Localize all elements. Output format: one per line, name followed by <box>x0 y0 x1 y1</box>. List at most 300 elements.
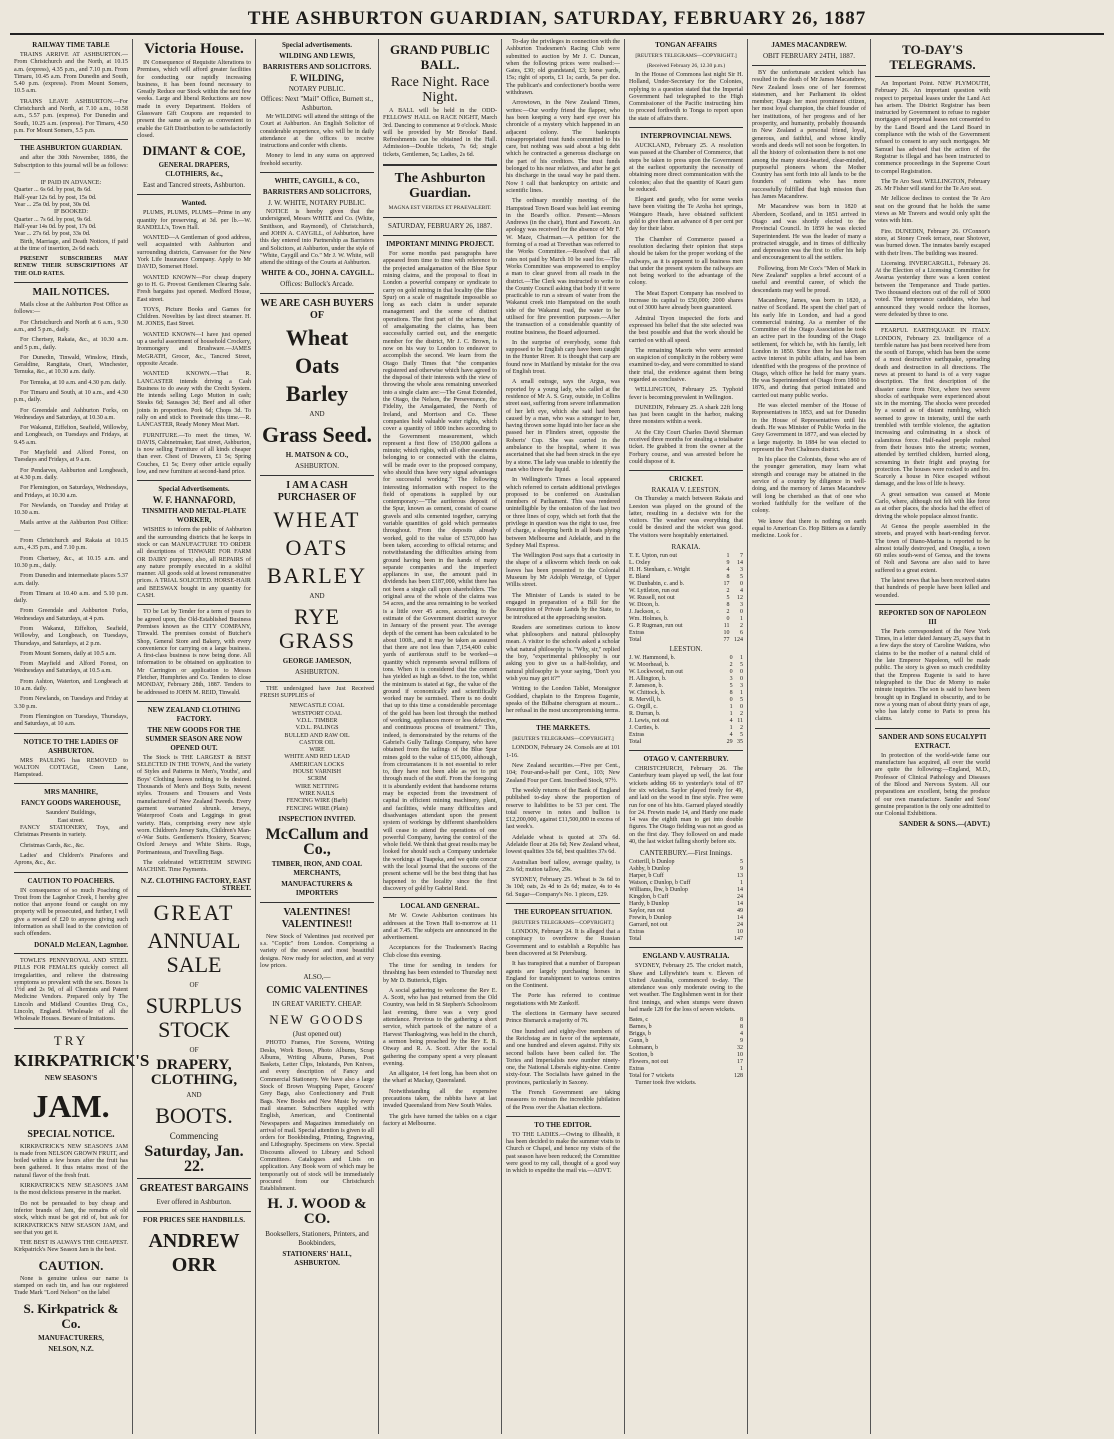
rakaia-row <box>629 637 743 644</box>
mail-line: From Wakanui, Eiffelton, Seafield, Willowby, and Longbeach, on Tuesdays, Thursdays, and Saturdays, at 2 p.m. <box>14 626 128 647</box>
andrew-orr: ANDREW ORR <box>148 1230 240 1277</box>
comic-valentines: COMIC VALENTINES <box>266 985 368 997</box>
leeston-score-cell: 35 <box>737 739 743 746</box>
news-paragraph: The ordinary monthly meeting of the Hampstead Town Board was held last evening in the Board's office. Present:—Messrs Andrews (in the chair), Hunt and Fawcett. An apology was received for the absence of Mr F. W. Maze, Chairman.—A petition for the forming of a road at Trevethan was referred to the Works Committee.—Resolved that all rates not paid by March 10 be sued for.—The Works Committee was empowered to employ a man to clear gravel from all roads in the district.—The Clerk was instructed to write to the County Council asking that body if it were practicable to run a stream of water from the Wakanui creek into Hampstead on the south side of the Wakanui road, the water to be utilised for fire prevention purposes.—After the transaction of a considerable quantity of routine business, the Board adjourned. <box>506 198 620 336</box>
new-goods: NEW GOODS <box>269 1012 365 1028</box>
supply-item: AMERICAN LOCKS <box>289 761 344 768</box>
cash-purchaser: I AM A CASH PURCHASER OF <box>277 479 357 503</box>
europe-title: THE EUROPEAN SITUATION. <box>513 908 613 917</box>
canterbury-name-cell: Watson, c Dunlop, b Cuff <box>629 880 691 887</box>
leeston-name-cell: H. Allington, b. <box>629 676 667 683</box>
inter-paragraph: The remaining Maoris who were arrested on suspicion of complicity in the robbery were examined to-day, and were committed to stand their trial, the evidence against them being regarded as conclusive. <box>629 347 743 383</box>
column-3 <box>256 39 379 1434</box>
drapery: DRAPERY, CLOTHING, <box>150 1057 238 1089</box>
kp-best: THE BEST IS ALWAYS THE CHEAPEST. Kirkpatrick's New Season Jam is the best. <box>14 1240 128 1254</box>
telegram-item: Fire. DUNEDIN, February 26. O'Connor's store, at Stoney Creek terrace, near Shotover, was burned down. The inmates barely escaped with their lives. The building was insured. <box>875 228 990 257</box>
rakaia-name-cell: W. Russell, not out <box>629 595 675 602</box>
jameson-place: ASHBURTON. <box>295 667 339 676</box>
canterbury-score-cell: 13 <box>737 873 743 880</box>
supply-item: HOUSE VARNISH <box>292 769 342 776</box>
caution-title: CAUTION TO POACHERS. <box>27 876 115 885</box>
england-name-cell: Flowers, not out <box>629 1059 669 1066</box>
telegram-item: FEARFUL EARTHQUAKE IN ITALY. LONDON, February 23. Intelligence of a terrible nature has just been received here from the south of Europe, which has been the scene of a most destructive earthquake, spreading death and destruction in all directions. The news at present to hand is of a very vague description. The first description of the disaster came from Nice, where two severe shocks of earthquake were experienced about six in the morning. The shocks were preceded by a sound as of distant rumbling, which seemed to grow in intensity, until the earth trembled with terrible violence, the agitation increasing and culminating in a shock of calamitous force. Half-naked people rushed from their houses into the streets; women, attended by terrified children, hurried along, screaming in their fright and praying for protection. The houses were rocked to and fro. Scarcely a house in Nice escaped without damage, and the loss of life is heavy. <box>875 328 990 488</box>
news-paragraph: Writing to the London Tablet, Monsignor Goddard, chaplain to the Empress Eugenie, speaks of the Bilbaine cherogram at mourn... her refusal in the most uncompromising terms. <box>506 686 620 715</box>
england-row <box>629 1024 743 1031</box>
inter-paragraph: The Meat Export Company has resolved to increase its capital to £50,000; 2000 shares out of 3000 have already been guaranteed. <box>629 290 743 312</box>
leeston-score-cell: 0 <box>729 697 733 704</box>
europe-sub: [REUTER'S TELEGRAMS—COPYRIGHT.] <box>512 920 614 927</box>
leeston-row <box>629 732 743 739</box>
comic-sub: IN GREAT VARIETY. CHEAP. <box>272 1000 362 1009</box>
rakaia-score-cell: 124 <box>734 637 743 644</box>
mail-line: For Greendale and Ashburton Forks, on Wednesdays and Saturdays, at 10.30 a.m. <box>14 407 128 421</box>
rakaia-row <box>629 581 743 588</box>
mail-line: For Mayfield and Alford Forest, on Tuesdays and Fridays, at 9 a.m. <box>14 450 128 464</box>
mac-paragraph: Mr Macandrew was born in 1820 at Aberdeen, Scotland, and in 1851 arrived in Otago and was shortly elected to the Provincial Council. In 1859 he was elected Superintendent. He was the leader of many a protracted struggle, and in times of difficulty and depression was the first to offer his help and encouragement to all the settlers. <box>752 204 866 262</box>
paper-title: The Ashburton Guardian. <box>394 171 486 202</box>
mail-line: From Newlands, on Tuesdays and Friday at 3.30 p.m. <box>14 696 128 710</box>
rakaia-name-cell: W. Dixon, b. <box>629 602 660 609</box>
wanted-item: WANTED KNOWN.—That R. LANCASTER intends driving a Cash Business to do away with the Credit System. He intends selling Lego Mutton in cash; Steaks 6d; Sausages 3d; Beef and all other joints in proportion. Pork 6d; Chops 3d. To rally on and stick to Freetrade this time.—R. LANCASTER, Ready Money Meat Mart. <box>137 371 251 429</box>
dimant-name: DIMANT & COE, <box>142 143 246 159</box>
column-5 <box>502 39 625 1434</box>
leeston-name-cell: Extras <box>629 732 645 739</box>
manhire-line: Saunders' Buildings, <box>45 810 97 817</box>
rakaia-score-cell: 5 <box>726 595 730 602</box>
canterbury-row <box>629 929 743 936</box>
victoria-title: Victoria House. <box>144 41 244 57</box>
rakaia-score-cell: 12 <box>737 595 743 602</box>
wertheim-text: The celebrated WERTHEIM SEWING MACHINE. Time Payments. <box>137 860 251 874</box>
guardian-line: Quarter ... 7s 6d. by post, 9s 6d. <box>14 216 92 223</box>
leeston-score-cell: 5 <box>740 732 743 739</box>
special-title: Special advertisements. <box>282 41 352 49</box>
sander-signature: SANDER & SONS.—(ADVT.) <box>899 820 990 829</box>
guardian-line: Year ... 27s 6d. by post, 33s 0d. <box>14 231 91 238</box>
mail-line: From Flemington on Tuesdays, Thursdays, and Saturdays, at 10 a.m. <box>14 713 128 728</box>
markets-paragraph: The weekly returns of the Bank of England published to-day show the proportion of reserve to liabilities to be 53 per cent. The total reserve in notes and bullion is £12,200,000, against £11,500,000 in excess of last week's. <box>506 787 620 831</box>
leeston-score-cell: 4 <box>729 732 733 739</box>
news-paragraph: Arrowtown, in the New Zealand Times, writes:—Our worthy friend the flapper, who has been keeping a very hard eye over his chronicle of a mystery which happened in an adjacent colony. The bankrupts misappropriated trust funds committed to his care, but nothing was said about a big debt which he contracted a generous discharge on the part of his creditors. The trust funds belonged to his near relatives, and after he got his discharge in the usual way he paid them. Now I call that bankruptcy on artistic and scientific lines. <box>506 100 620 194</box>
local-paragraph: Acceptances for the Tradesmen's Racing Club close this evening. <box>383 945 497 959</box>
leeston-score-cell: 4 <box>729 718 733 725</box>
supply-item: WIRE NAILS <box>299 790 335 797</box>
let-text: TO be Let by Tender for a term of years to be agreed upon, the Old-Established Business Premises known as the CITY COMPANY, Tinwald. The premises consist of Butcher's Shop, General Store and Bakery, with every convenience for carrying on a large business. A first-class business is now being done. All information to be obtained on application to Mr Carrington or application to Messrs Fletcher, Humphries and Co. Tenders to close MONDAY, February 28th, 1887. Tenders to be addressed to JOHN M. REID, Tinwald. <box>137 609 251 696</box>
rakaia-scores <box>629 553 743 644</box>
wilding-name: F. WILDING, <box>290 73 344 83</box>
leader-title: IMPORTANT MINING PROJECT. <box>386 240 494 249</box>
column-7 <box>748 39 871 1434</box>
column-8 <box>871 39 994 1434</box>
notice-title: NOTICE TO THE LADIES OF ASHBURTON. <box>23 737 119 755</box>
europe-paragraph: The elections in Germany have secured Prince Bismarck a majority of 76. <box>506 1011 620 1025</box>
tongan-date: (Received February 26, 12.30 p.m.) <box>646 63 726 69</box>
nzclothing-sub: THE NEW GOODS FOR THE SUMMER SEASON ARE NOW OPENED OUT. <box>145 725 243 752</box>
leeston-score-cell: 1 <box>729 711 733 718</box>
rakaia-score-cell: 8 <box>726 602 730 609</box>
sander-title: SANDER AND SONS EUCALYPTI EXTRACT. <box>878 732 987 750</box>
england-score-cell: 9 <box>740 1038 743 1045</box>
tongan-sub: [REUTER'S TELEGRAMS—COPYRIGHT.] <box>635 53 737 59</box>
leeston-row <box>629 697 743 704</box>
england-row <box>629 1017 743 1024</box>
markets-paragraph: Adelaide wheat is quoted at 37s 6d. Adelaide flour at 26s 6d; New Zealand wheat, lowest qualities 33s 6d, best qualities 37s 6d. <box>506 834 620 856</box>
england-row <box>629 1045 743 1052</box>
leeston-row <box>629 711 743 718</box>
wilding-text: Mr WILDING will attend the sittings of the Court at Ashburton. An English Solicitor of considerable experience, who will be in daily attendance at the offices to receive instructions and confer with clients. <box>260 114 374 150</box>
rakaia-name-cell: W. Lyttleton, run out <box>629 588 679 595</box>
leeston-score-cell: 0 <box>740 676 743 683</box>
cricket-text: On Thursday a match between Rakaia and Leeston was played on the ground of the latter, resulting in a decisive win for the visitors. The weather was everything that could be desired and the wicket was good. The visitors were hospitably entertained. <box>629 496 743 539</box>
news-paragraph: In Wellington's Times a local appeared which referred to certain additional privileges proposed to be conferred on Australian members of Parliament. This was rendered unintelligible by the omission of the last two or three lines of copy, which set forth that the privilege in question was the right to use, free of charge, a sleeping berth in all boats plying between Melbourne and Adelaide, and in the Sydney Mail Express. <box>506 477 620 549</box>
supply-item: WESTPORT COAL <box>292 710 342 717</box>
europe-paragraph: It has transpired that a number of European agents are largely purchasing horses in England for transhipment to various centres on the Continent. <box>506 961 620 990</box>
guardian-line: Year ... 25s 0d. by post, 30s 0d. <box>14 202 91 209</box>
guardian-line: Birth, Marriage, and Death Notices, if paid at the time of insertion, 2s 6d each. <box>14 238 128 252</box>
leeston-score-cell: 0 <box>740 704 743 711</box>
and-2: AND <box>309 591 325 600</box>
tongan-title: TONGAN AFFAIRS <box>655 41 717 49</box>
mail-line: For Wakanui, Eiffelton, Seafield, Willowby, and Longbeach, on Tuesdays and Fridays, at 9.45 a.m. <box>14 425 128 446</box>
rakaia-score-cell: 77 <box>723 637 730 644</box>
rakaia-row <box>629 588 743 595</box>
rakaia-score-cell: 2 <box>726 609 730 616</box>
leeston-score-cell: 1 <box>740 655 743 662</box>
leeston-row <box>629 655 743 662</box>
rakaia-score-cell: 0 <box>740 609 743 616</box>
canterbury-name-cell: Harper, b Cuff <box>629 873 664 880</box>
cricket-title: CRICKET. <box>669 475 703 484</box>
england-score-cell: 32 <box>737 1045 743 1052</box>
victoria-text: IN Consequence of Requisite Alterations to Premises, which will afford greater facilities for conducting our rapidly increasing business, it has been found necessary to Greatly Reduce our Stock within the next few weeks. Large and liberal Reductions are now made in every Department. Holders of Glassware Gift Coupons are requested to present the same as early as convenient to enable the Gift Distribution to be satisfactorily closed. <box>137 60 251 139</box>
white-title: WHITE, CAYGILL, & CO., <box>274 177 360 186</box>
supply-item: FENCING WIRE (Plain) <box>286 805 348 812</box>
mail-list <box>14 302 128 729</box>
leeston-row <box>629 739 743 746</box>
leeston-score-cell: 3 <box>729 676 733 683</box>
kp-place: NELSON, N.Z. <box>48 1344 94 1353</box>
markets-paragraph: New Zealand securities.—Five per Cent., 104; Four-and-a-half per Cent., 103; New Zealand Four per Cent. Inscribed Stock, 97½. <box>506 763 620 784</box>
england-scores <box>629 1017 743 1080</box>
mail-line: Mails close at the Ashburton Post Office as follows:— <box>14 302 128 316</box>
kp-jam: JAM. <box>32 1087 110 1124</box>
paper-motto: MAGNA EST VERITAS ET PRAEVALEBIT. <box>388 205 492 212</box>
inter-paragraph: DUNEDIN, February 25. A shark 22ft long has just been caught in the harbor, making three monsters within a week. <box>629 404 743 426</box>
rakaia-label: RAKAIA. <box>671 543 701 552</box>
canterbury-score-cell: 1 <box>740 880 743 887</box>
rakaia-score-cell: 14 <box>737 560 743 567</box>
rakaia-name-cell: T. E. Upton, run out <box>629 553 678 560</box>
guardian-line: and after the 30th November, 1886, the Subscription to this journal will be as follows:— <box>14 155 128 176</box>
jameson-name: GEORGE JAMESON, <box>282 656 352 665</box>
mail-line: For Newlands, on Tuesday and Friday at 10.30 a.m. <box>14 502 128 517</box>
white-signature: WHITE & CO., JOHN A. CAYGILL. <box>261 269 374 278</box>
inter-paragraph: The Chamber of Commerce passed a resolution declaring their opinion that steps should be taken for the proper working of the railways, as it is apparent to all business men that under the present system the railways are not being worked to the advantage of the colony. <box>629 236 743 287</box>
canterbury-row <box>629 936 743 943</box>
commencing: Commencing <box>169 1131 219 1142</box>
canterbury-row <box>629 859 743 866</box>
mail-line: From Mayfield and Alford Forest, on Wednesdays and Saturdays, at 10.5 a.m. <box>14 661 128 675</box>
wood-name: H. J. WOOD & CO. <box>267 1195 367 1227</box>
leeston-scores <box>629 655 743 746</box>
editor-title: TO THE EDITOR. <box>534 1120 592 1129</box>
leeston-score-cell: 3 <box>740 683 743 690</box>
boots: BOOTS. <box>155 1103 233 1129</box>
telegram-item: Licensing. INVERCARGILL, February 26. At the Election of a Licensing Committee for Awarua yesterday there was a keen contest between the Temperance and Trade parties. Two thousand electors out of the roll of 3000 voted. The temperance candidates, who had announced they would reduce the licenses, were defeated by three to one. <box>875 260 990 318</box>
canterbury-name-cell: Ashby, b Dunlop <box>629 866 670 873</box>
canterbury-score-cell: 9 <box>740 866 743 873</box>
rakaia-score-cell: 10 <box>723 630 730 637</box>
rakaia-score-cell: 1 <box>740 616 743 623</box>
nzclothing-title: NEW ZEALAND CLOTHING FACTORY. <box>147 705 241 723</box>
rakaia-score-cell: 5 <box>740 574 743 581</box>
mail-line: From Ashton, Waterton, and Longbeach at 10 a.m. daily. <box>14 678 128 693</box>
mail-line: From Mount Somers, daily at 10.5 a.m. <box>20 650 117 657</box>
manhire-line: FANCY STATIONERY, Toys, and Christmas Presents in variety. <box>14 825 128 839</box>
telegram-item: A great sensation was caused at Monte Carlo, where, although not felt with like force as at other places, the shocks had the effect of driving the whole populace almost frantic. <box>875 491 990 520</box>
england-name-cell: Lohmann, b <box>629 1045 658 1052</box>
rakaia-name-cell: E. Bland <box>629 574 650 581</box>
supplies-list <box>260 703 374 812</box>
also: ALSO,— <box>303 973 331 982</box>
wheat-2: WHEAT <box>273 506 361 532</box>
rakaia-score-cell: 7 <box>740 553 743 560</box>
leeston-name-cell: R. Mervill, b. <box>629 697 662 704</box>
england-name-cell: Barnes, b <box>629 1024 652 1031</box>
england-name-cell: Briggs, b <box>629 1031 652 1038</box>
markets-sub: [REUTER'S TELEGRAMS—COPYRIGHT.] <box>512 736 614 743</box>
leeston-row <box>629 718 743 725</box>
markets-paragraph: Australian beef tallow, average quality, is 23s 6d; mutton tallow, 29s. <box>506 859 620 873</box>
rakaia-score-cell: 6 <box>740 630 743 637</box>
england-score-cell: 1 <box>740 1066 743 1073</box>
england-name-cell: Bates, c <box>629 1017 648 1024</box>
wheat: Wheat <box>285 324 349 350</box>
new-goods-sub: (Just opened out) <box>292 1030 342 1039</box>
canterbury-scores <box>629 859 743 943</box>
leeston-name-cell: W. Lockwood, run out <box>629 669 683 676</box>
telegram-item: An Important Point. NEW PLYMOUTH, February 26. An important question with respect to perpetual leases under the Land Act has arisen. The District Registrar has been instructed by Government to refuse to register mortgages of perpetual leases not consented to by the Land Board and the Land Board in compliance with the wish of the Government refused to consent to any such mortgages. Mr Samuel has advised that the action of the Registrar is illegal and has been instructed to commence proceedings in the Supreme Court to compel Registration. <box>875 81 990 175</box>
supply-item: WIRE <box>309 747 325 754</box>
england-row <box>629 1059 743 1066</box>
mail-line: From Greendale and Ashburton Forks, Wednesdays and Saturdays, at 4 p.m. <box>14 608 128 622</box>
mac-paragraph: He was elected member of the House of Representatives in 1853, and sat for Dunedin in the House of Representatives until his death. He was Minister of Public Works in the Grey Government in 1877, and was elected by a large majority. In 1884 he was elected to represent the Port Chalmers district. <box>752 403 866 453</box>
kp-firm: S. Kirkpatrick & Co. <box>23 1300 119 1331</box>
leeston-name-cell: J. Lewis, not out <box>629 718 669 725</box>
rakaia-name-cell: W. Dunbabin, c. and b. <box>629 581 685 588</box>
local-title: LOCAL AND GENERAL. <box>400 902 480 911</box>
supply-item: WIRE NETTING <box>295 783 339 790</box>
mail-line: From Christchurch and Rakaia at 10.15 a.m., 4.35 p.m., and 7.10 p.m. <box>14 538 128 552</box>
leeston-score-cell: 5 <box>740 662 743 669</box>
leader-paragraph: For some months past paragraphs have appeared from time to time with reference to the projected amalgamation of the Blue Spur mining claims, and the proposal to float in London a powerful company or syndicate to carry on gold mining in that locality (the Blue Spur) on a scale of magnitude impossible so long as each claim is under separate management and the scene of distinct operations. The first part of the scheme, that of amalgamating the claims, has been successfully carried out, and the energetic member for the district, Mr J. C. Brown, is now on his way to London to endeavor to accomplish the second. We learn from the Otago Daily Times that "the companies registered and otherwise which have agreed to the disposal of their interests with the view of throwing the whole area remaining unworked into a single claim are:—The Great Extended, the Otago, the Nelson, the Perseverance, the Fidelity, the Amalgamated, the North of Ireland, and Morrison and Co. These companies hold valuable water rights, which cover a quantity of 1800 inches according to the Government measurement, which represent a first flow of 150,000 gallons a minute; which rights, with all other easements belonging to or connected with the claims, will be made over to the proposed company, who should thus have very signal advantages for successful working." The following interesting information with respect to the field of operations is supplied by our contemporary:—"The auriferous deposit of the Spur, known as cement, consist of coarse gravels and silts cemented together, carrying variable quantities of gold which permeates throughout. From the deposits already worked, gold to the value of £570,000 has been taken, according to official returns; and notwithstanding the difficulties arising from ground having been in the hands of many separate companies and the imperfect appliances in use, the amount paid in dividends has been £187,000, whilst there has not been a single call upon shareholders. The original area of the whole of the claims was 54 acres, and the area remaining to be worked is a little over 45 acres, according to the estimate of the Government district surveyor in January of the present year. The average depth of the cement has been calculated to be about 100ft., and it may be taken as assured that there are not less than 7,154,400 cubic yards of auriferous stuff to be worked—a quantity which represents several millions of tons. When it is considered that the cement has yielded as high as 6dwt. to the ton, whilst the minimum is stated at 6gr., the value of the ground if economically and scientifically worked may be surmised. There is no doubt that up to this time a considerable percentage of the gold has been lost through the method of working, appliances more or less defective, and continuous process of treatment." This, indeed, is demonstrated by the returns of the Gabriel's Gully Tailings Company, who have obtained from the tailings of the Blue Spur mines gold to the value of £15,000, although, from circumstances it is not essential to refer to, they have not been able as yet to put through much of the stuff. From the foregoing it is abundantly evident that handsome returns may be expected from the investment of capital in efficient mining machinery, plant, and facilities, while many difficulties and disadvantages attendant upon the present system of workings by different shareholders will cease to attend the operations of one powerful Company, having the control of the whole field. We think that great results may be looked for should such a Company undertake the workings at Tuapeka, and we quite concur with the local journal that the success of the present scheme will be the best thing that has happened to the locality since the first discovery of gold by Gabriel Reid. <box>383 251 497 892</box>
tongan-text: In the House of Commons last night Sir H. Holland, Under-Secretary for the Colonies, replying to a question stated that the Imperial Government had telegraphed to the High Commissioner of the Pacific instructing him to proceed forthwith to Tonga to report upon the state of affairs there. <box>629 72 743 122</box>
notice-text: MRS PAULING has REMOVED to WALTON COTTAGE, Creen Lane, Hampstead. <box>14 757 128 779</box>
local-paragraph: Notwithstanding all the expensive precautions taken, the rabbits have at last invaded Queensland from New South Wales. <box>383 1088 497 1110</box>
and-word: AND <box>186 1091 202 1100</box>
column-1 <box>10 39 150 1434</box>
mail-line: For Pendarves, Ashburton and Longbeach, at 4.30 p.m. daily. <box>14 467 128 481</box>
napoleon-title: REPORTED SON OF NAPOLEON III <box>878 608 987 626</box>
mac-title: JAMES MACANDREW. <box>771 41 847 49</box>
kp-name: KIRKPATRICK'S <box>14 1050 150 1070</box>
rakaia-row <box>629 602 743 609</box>
valentines-title: VALENTINES! VALENTINES!! <box>281 906 353 930</box>
sale-date: Saturday, Jan. 22. <box>144 1143 244 1176</box>
leeston-row <box>629 690 743 697</box>
england-score-cell: 8 <box>740 1024 743 1031</box>
europe-paragraph: One hundred and eighty-five members of the Reichstag are in favor of the septennate, and one hundred and eleven against. Fifty six second ballots have been called for. The Tories and Imperialists now number ninety-one, the National Liberals eighty-nine. Centre sixty-four. The Socialists have gained in the provinces, particularly in Saxony. <box>506 1028 620 1086</box>
england-title: ENGLAND V. AUSTRALIA. <box>642 952 730 961</box>
canterbury-name-cell: Garrard, not out <box>629 922 668 929</box>
otago-title: OTAGO V. CANTERBURY. <box>643 755 729 764</box>
nzfactory-signature: N.Z. CLOTHING FACTORY, EAST STREET. <box>140 876 251 892</box>
rakaia-score-cell: 1 <box>726 553 730 560</box>
guardian-line: Half-year 14s 0d. by post, 17s 0d. <box>14 223 97 230</box>
caution-text: IN consequence of so much Poaching of Trout from the Lagmhor Creek, I hereby give notice that anyone found or caught on my property will be prosecuted, and further, I will give a reward of £20 to anyone giving such information as shall lead to the conviction of such offenders. <box>14 887 128 938</box>
local-paragraph: An alligator, 14 feet long, has been shot on the wharf at Mackay, Queensland. <box>383 1071 497 1085</box>
news-paragraph: The Minister of Lands is stated to be engaged in preparation of a Bill for the Resumption of Private Lands by the State, to be introduced at the approaching session. <box>506 592 620 621</box>
leeston-label: LEESTON. <box>669 645 703 654</box>
england-score-cell: 128 <box>734 1073 743 1080</box>
wilding-sub: BARRISTERS AND SOLICITORS. <box>262 63 372 71</box>
kp-notice: KIRKPATRICK'S NEW SEASON'S JAM is made from NELSON GROWN FRUIT, and boiled within a few hours after the fruit has been gathered. It thus retains most of the natural flavor of the fresh fruit. <box>14 1143 128 1179</box>
column-2 <box>133 39 256 1434</box>
canterbury-name-cell: Hardy, b Dunlop <box>629 901 670 908</box>
rakaia-name-cell: Total <box>629 637 642 644</box>
railway-line: TRAINS ARRIVE AT ASHBURTON.—From Christchurch and the North, at 10.15 a.m. (express), 4.35 p.m., and 7.10 p.m. From Timaru, 10.45 a.m. From Dunedin and South, 5.40 p.m. (express). From Mount Somers, 10.5 a.m. <box>14 52 128 95</box>
leeston-row <box>629 725 743 732</box>
rakaia-row <box>629 609 743 616</box>
wilding-notary: NOTARY PUBLIC. <box>288 85 346 93</box>
leeston-row <box>629 662 743 669</box>
ball-sub: Race Night. Race Night. <box>390 75 490 105</box>
kp-try: TRY <box>53 1032 89 1048</box>
guardian-line: Quarter ... 6s 6d. by post, 8s 6d. <box>14 187 92 194</box>
valentines-text: New Stock of Valentines just received per s.s. "Coptic" from London. Comprising a variety of the newest and most beautiful designs. Now ready for selection, and at very low prices. <box>260 933 374 969</box>
rakaia-name-cell: Extras <box>629 630 645 637</box>
oats: Oats <box>295 352 339 378</box>
canterbury-score-cell: 14 <box>737 901 743 908</box>
napoleon-text: The Paris correspondent of the New York Times, in a letter dated January 25, says that in a few days the story of Caroline Watkins, who claims to be the mother of a natural child of the late Emperor Napoleon, will be made public. The story is given so much credibility that the Empress Eugenie is said to have telegraphed to the Duc de Morny to make minute inquiries. The son is said to have been brought up in England in obscurity, and to be now a young man of about thirty years of age, who has lately come to Paris to press his claims. <box>875 628 990 723</box>
grass-seed: Grass Seed. <box>262 421 372 447</box>
of-2: OF <box>189 1046 199 1055</box>
telegram-item: Mr Jellicoe declines to contest the Te Aro seat on the ground that he holds the same views as Mr Travers and would only split the votes with him. <box>875 196 990 225</box>
rakaia-score-cell: 0 <box>726 616 730 623</box>
rakaia-row <box>629 560 743 567</box>
leeston-name-cell: R. Durran, b. <box>629 711 661 718</box>
manhire-line: Ladies' and Children's Pinafores and Aprons, &c., &c. <box>14 852 128 867</box>
leeston-row <box>629 669 743 676</box>
supply-item: V.D.L. PALINGS <box>295 725 339 732</box>
telegrams-title: TO-DAY'S TELEGRAMS. <box>889 42 976 72</box>
wood-address: STATIONERS' HALL, ASHBURTON. <box>282 1249 352 1267</box>
leeston-score-cell: 2 <box>740 725 743 732</box>
supply-item: SCRIM <box>307 776 327 783</box>
leeston-score-cell: 0 <box>729 669 733 676</box>
canterbury-row <box>629 894 743 901</box>
mail-line: For Temuka, at 10 a.m. and 4.30 p.m. daily. <box>20 379 127 386</box>
telegram-item: The latest news that has been received states that hundreds of people have been killed and wounded. <box>875 578 990 599</box>
manhire-line: East street. <box>57 817 85 824</box>
white-sub: BARRISTERS AND SOLICITORS, <box>262 188 372 197</box>
hannaford-text: WISHES to inform the public of Ashburton and the surrounding districts that he keeps in stock or can MANUFACTURE TO ORDER all descriptions of TINWARE FOR FARM OR DAIRY purposes; also, all REPAIRS of any nature promptly executed in a skilful manner. All goods sold at lowest remunerative prices. A TRIAL SOLICITED. HORSE-HAIR and BEESWAX bought in any quantity for CASH. <box>137 527 251 600</box>
leeston-name-cell: W. Chittock, b. <box>629 690 666 697</box>
kp-caution: CAUTION. <box>38 1257 104 1273</box>
barley-2: BARLEY <box>267 562 367 588</box>
wanted-item: PLUMS, PLUMS, PLUMS—Prime in any quantity for preserving, at 3d. per lb.—W. RANDELL's, Town Hall. <box>137 210 251 231</box>
markets-title: THE MARKETS. <box>536 724 590 733</box>
caution-signature: DONALD McLEAN, Lagmhor. <box>34 940 128 949</box>
canterbury-row <box>629 922 743 929</box>
mac-paragraph: Macandrew, James, was born in 1820, a native of Scotland. He spent the chief part of his early life in London, and had a good commercial training. As a member of the Committee of the Otago Association he took an active part in the founding of the Otago settlement, for which he, with his family, left London in 1850. Since then he has taken an active interest in public affairs, and has been identified with the progress of the province of Otago, which office he held for many years. He was Superintendent of Otago from 1860 to 1876, and during that period initiated and carried out many public works. <box>752 297 866 399</box>
guardian-title: THE ASHBURTON GUARDIAN. <box>19 144 123 153</box>
canterbury-row <box>629 880 743 887</box>
canterbury-name-cell: Extras <box>629 929 645 936</box>
leeston-row <box>629 676 743 683</box>
leeston-name-cell: W. Moorhead, b. <box>629 662 670 669</box>
mail-line: From Chertsey, &c., at 10.15 a.m. and 10.30 p.m., daily. <box>14 555 128 569</box>
inter-paragraph: Elegant and gaudy, who for some weeks have been visiting the Te Aroha hot springs, Waingaro Heads, have obtained sufficient gold to give them an advance of 8 per cent per day for their labor. <box>629 197 743 233</box>
rakaia-row <box>629 630 743 637</box>
wanted-item: WANTED KNOWN—For cheap drapery go to H. G. Provost Gentlemen Clearing Sale. Fresh bargains just opened. Medford House, East street. <box>137 274 251 303</box>
mac-sub: OBIT FEBRUARY 24TH, 1887. <box>763 52 855 60</box>
footer-note: Turner took five wickets. <box>635 1080 697 1087</box>
leeston-score-cell: 29 <box>726 739 733 746</box>
white-text: NOTICE is hereby given that the undersigned, Messrs WHITE and Co. (White, Smithson, and Raymond), of Christchurch, and JOHN A. CAYGILL, of Ashburton, have this day entered into Partnership as Barristers and Solicitors, at Ashburton, under the style of "White, Caygill and Co." Mr J. W. White, will attend the sittings of the Courts at Ashburton. <box>260 209 374 267</box>
england-name-cell: Gunn, b <box>629 1038 649 1045</box>
rakaia-name-cell: J. Jackson, c. <box>629 609 661 616</box>
special-title: Special Advertisements. <box>158 485 230 494</box>
local-paragraph: The time for sending in tenders for thrashing has been extended to Thursday next by Mr D. Butterick, Elgin. <box>383 962 497 984</box>
leeston-name-cell: F. Jameson, b. <box>629 683 664 690</box>
rakaia-score-cell: 3 <box>740 602 743 609</box>
mail-line: From Timaru at 10.40 a.m. and 5.10 p.m. daily. <box>14 590 128 605</box>
mail-line: For Chertsey, Rakaia, &c., at 10.30 a.m. and 5 p.m., daily. <box>14 337 128 351</box>
wanted-item: WANTED KNOWN—I have just opened up a useful assortment of household Crockery, Ironmongery and Brushware.—JAMES McGRATH, Grocer, &c., Tancred Street, opposite Arcade. <box>137 331 251 367</box>
leeston-score-cell: 0 <box>729 655 733 662</box>
inter-paragraph: AUCKLAND, February 25. A resolution was passed at the Chamber of Commerce, that steps be taken to press upon the Government at the earliest opportunity the necessity of obtaining more direct communication with the colonies; also that the quantity of Kauri gum be reduced. <box>629 143 743 193</box>
markets-paragraph: LONDON, February 24. Consols are at 101 1-16. <box>506 745 620 759</box>
kp-season: NEW SEASON'S <box>44 1073 98 1082</box>
mail-title: MAIL NOTICES. <box>32 287 110 299</box>
column-4 <box>379 39 502 1434</box>
mail-line: For Timaru and South, at 10 a.m., and 4.30 p.m., daily. <box>14 389 128 404</box>
rakaia-row <box>629 553 743 560</box>
leeston-score-cell: 8 <box>729 690 733 697</box>
supplies-text: THE undersigned have Just Received FRESH SUPPLIES of <box>260 685 374 700</box>
oats-2: OATS <box>285 534 349 560</box>
guardian-line: PRESENT SUBSCRIBERS MAY RENEW THEIR SUBSCRIPTIONS AT THE OLD RATES. <box>14 256 128 277</box>
leeston-score-cell: 2 <box>729 662 733 669</box>
kp-notice2: KIRKPATRICK'S NEW SEASON'S JAM is the most delicious preserve in the market. <box>14 1183 128 1197</box>
news-paragraph: In the surprise of everybody, some fish supposed to be English carp have been caught in the Hunter River. It is thought that carp are found now in Maitland by mistake for the ova of English trout. <box>506 339 620 376</box>
wanted-item: TOYS, Picture Books and Games for Children. Novelties by last direct steamer. H. M. JONES, East Street. <box>137 306 251 328</box>
ever-offered: Ever offered in Ashburton. <box>156 1198 232 1207</box>
wood-sub: Booksellers, Stationers, Printers, and Bookbinders, <box>265 1229 369 1247</box>
england-row <box>629 1052 743 1059</box>
wilding-title: WILDING AND LEWIS, <box>279 52 355 60</box>
hannaford-sub: TINSMITH AND METAL-PLATE WORKER, <box>141 507 247 525</box>
wilding-offices: Offices: Next "Mail" Office, Burnett st., Ashburton. <box>260 95 374 112</box>
supply-item: FENCING WIRE (Barb) <box>286 798 348 805</box>
rakaia-name-cell: Wm. Holmes, b. <box>629 616 669 623</box>
rakaia-row <box>629 616 743 623</box>
wanted-item: WANTED—A Gentleman of good address, well acquainted with Ashburton and surrounding districts, Canvasser for the New York Life Insurance Company. Apply to Mr DAVID, Somerset Hotel. <box>137 235 251 271</box>
mail-line: For Dunedin, Tinwald, Winslow, Hinds, Geraldine, Rangitata, Orari, Winchester, Temuka, &c., at 10.30 a.m. daily. <box>14 354 128 376</box>
paper-date: SATURDAY, FEBRUARY 26, 1887. <box>388 222 492 231</box>
canterbury-name-cell: Kingdon, b Cuff <box>629 894 669 901</box>
